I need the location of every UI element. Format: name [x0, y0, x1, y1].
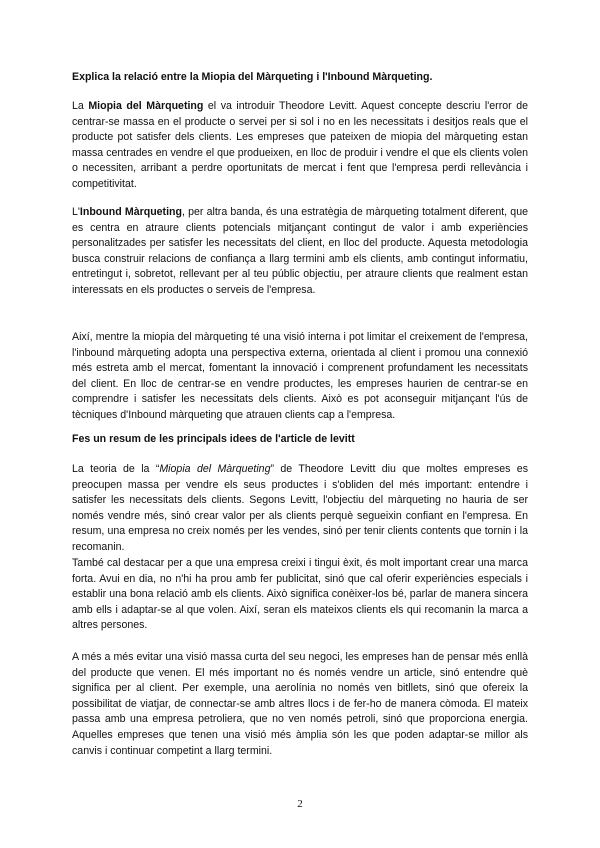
section-title-relation: Explica la relació entre la Miopia del Màrqueting i l'Inbound Màrqueting. [72, 71, 433, 83]
text-span: ” de Theodore Levitt diu que moltes empreses es preocupen massa per vendre els seus productes i s'obliden del més important: entendre i satisfer les necessitats dels clients. Segons Levitt, l'objectiu del màrqueting no hauria de ser només vendre més, sinó crear valor per als clients perquè segueixin confiant en l'empresa. En resum, una empresa no creix només per les vendes, sinó per tenir clients contents que tornin i la recomanin. [72, 463, 528, 553]
text-span: L' [72, 206, 80, 218]
text-span: La [72, 100, 89, 112]
text-span: La teoria de la “ [72, 463, 160, 475]
term-miopia-italic: Miopia del Màrqueting [159, 463, 271, 475]
paragraph-theory [72, 462, 528, 556]
paragraph-comparison: Així, mentre la miopia del màrqueting té una visió interna i pot limitar el creixement de l'empresa, l'inbound màrqueting adopta una perspectiva externa, orientada al client i promou una connexió més estreta amb el mercat, fomentant la innovació i comprenent profundament les necessitats del client. En lloc de centrar-se en vendre productes, les empreses haurien de centrar-se en comprendre i satisfer les necessitats dels clients. Això es pot aconseguir mitjançant l'ús de tècniques d'Inbound màrqueting que atrauen clients cap a l'empresa. [72, 331, 528, 421]
section-title-summary: Fes un resum de les principals idees de l'article de levitt [72, 433, 355, 445]
paragraph-vision: A més a més evitar una visió massa curta del seu negoci, les empreses han de pensar més enllà del producte que venen. El més important no és només vendre un article, sinó entendre què significa per al client. Per exemple, una aerolínia no només ven bitllets, sinó que ofereix la possibilitat de viatjar, de connectar-se amb altres llocs i de fer-ho de manera còmoda. El mateix passa amb una empresa petroliera, que no ven només petroli, sinó que proporciona energia. Aquelles empreses que tenen una visió més àmplia són les que poden adaptar-se millor als canvis i continuar competint a llarg termini. [72, 651, 528, 757]
paragraph-inbound [72, 205, 528, 299]
paragraph-miopia [72, 99, 528, 193]
page-number: 2 [297, 798, 303, 810]
paragraph-brand: També cal destacar per a que una empresa creixi i tingui èxit, és molt important crear una marca forta. Avui en dia, no n'hi ha prou amb fer publicitat, sinó que cal oferir experiències especials i establir una bona relació amb els clients. Això significa conèixer-los bé, parlar de manera sincera amb ells i adaptar-se al que volen. Així, seran els mateixos clients els qui recomanin la marca a altres persones. [72, 557, 528, 632]
term-miopia: Miopia del Màrqueting [88, 100, 204, 112]
term-inbound: Inbound Màrqueting [79, 206, 182, 218]
text-span: , per altra banda, és una estratègia de màrqueting totalment diferent, que es centra en atraure clients potencials mitjançant contingut de valor i amb experiències personalitzades per satisfer les necessitats del client, en lloc del producte. Aquesta metodologia busca construir relacions de confiança a llarg termini amb els clients, amb contingut informatiu, entretingut i, sobretot, rellevant per al teu públic objectiu, per atraure clients que realment estan interessats en els productes o serveis de l'empresa. [72, 206, 528, 296]
text-span: el va introduir Theodore Levitt. Aquest concepte descriu l'error de centrar-se massa en el producte o servei per si sol i no en les necessitats i desitjos reals que el producte pot satisfer dels clients. Les empreses que pateixen de miopia del màrqueting estan massa centrades en vendre el que produeixen, en lloc de produir i vendre el que els clients volen o necessiten, arribant a perdre oportunitats de mercat i fent que l'empresa perdi rellevància i competitivitat. [72, 100, 528, 190]
